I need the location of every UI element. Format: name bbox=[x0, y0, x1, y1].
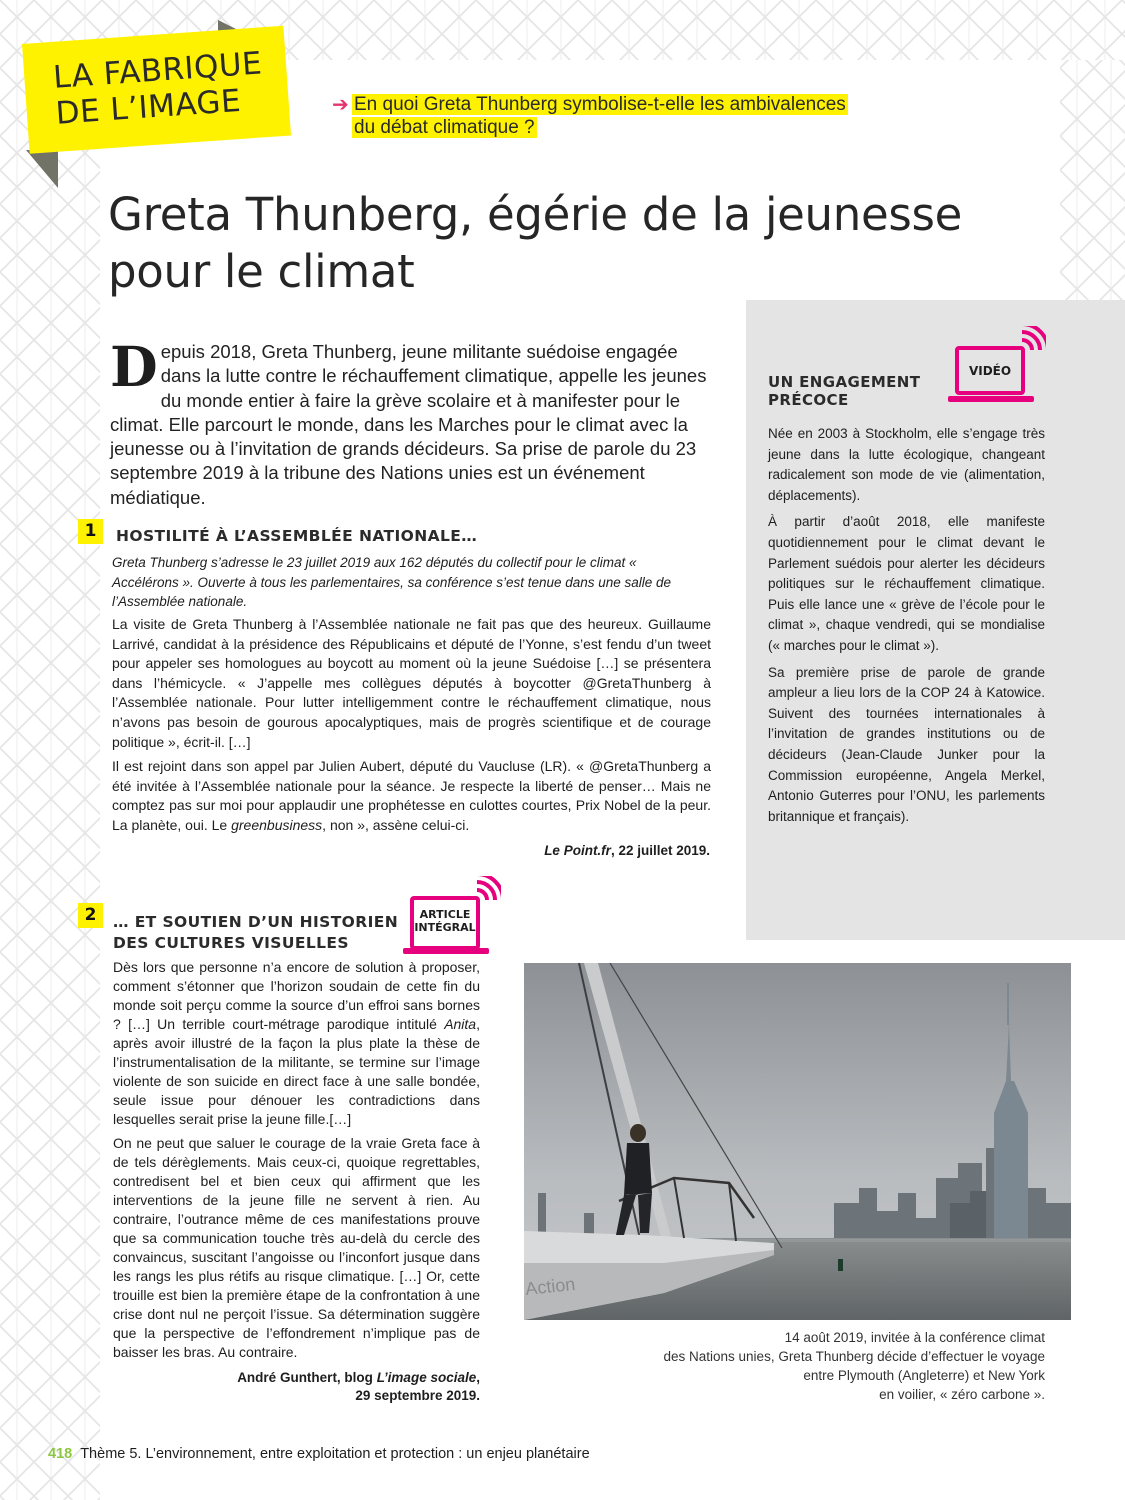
doc1-paragraph bbox=[112, 757, 711, 835]
sidebar-paragraph: Sa première prise de parole de grande ampleur a lieu lors de la COP 24 à Katowice. Suivent des tournées internationales à l’invitation de grandes institutions ou de décideurs (Jean-Claude Junker pour la Commission européenne, Angela Merkel, Antonio Guterres pour l’ONU, les parlements britannique et français). bbox=[768, 664, 1045, 824]
doc1-source-date: , 22 juillet 2019. bbox=[610, 843, 710, 858]
video-label: VIDÉO bbox=[968, 364, 1012, 378]
doc1-source bbox=[300, 843, 710, 858]
sidebar-heading bbox=[768, 373, 948, 409]
sidebar-heading-line-2: PRÉCOCE bbox=[768, 391, 849, 409]
doc2-p1-italic: Anita bbox=[444, 1016, 477, 1032]
doc2-source-comma: , bbox=[476, 1370, 480, 1385]
boat-hull-text: Action bbox=[524, 1273, 577, 1299]
doc2-heading bbox=[113, 912, 403, 954]
guiding-question bbox=[352, 93, 912, 139]
page-title bbox=[108, 186, 968, 300]
photo-caption bbox=[560, 1328, 1045, 1404]
doc2-body bbox=[113, 958, 480, 1367]
badge-line-2: INTÉGRAL bbox=[414, 921, 476, 934]
photo-greta-sailboat bbox=[524, 963, 1071, 1320]
badge-line-1: ARTICLE bbox=[419, 908, 471, 921]
title-line-2: pour le climat bbox=[108, 245, 415, 298]
caption-line-4: en voilier, « zéro carbone ». bbox=[879, 1387, 1045, 1402]
banner-line-1: LA FABRIQUE bbox=[52, 45, 264, 96]
article-integral-button[interactable] bbox=[401, 876, 501, 956]
sidebar-paragraph: À partir d’août 2018, elle manifeste quotidiennement pour le climat devant le Parlement suédois pour alerter les décideurs politiques sur le réchauffement climatique. Puis elle lance une « grève de l’école pour le climat », chaque vendredi, qui se mondialise (« marches pour le climat »). bbox=[768, 514, 1045, 653]
doc1-number-badge: 1 bbox=[78, 519, 103, 544]
drop-cap: D bbox=[110, 334, 158, 399]
doc2-source-author: André Gunthert, blog bbox=[237, 1370, 377, 1385]
doc1-p2-text: Il est rejoint dans son appel par Julien Aubert, député du Vaucluse (LR). « @GretaThunberg a été invitée à l’Assemblée nationale pour la séance. Je respecte la liberté de penser… Mais ne comptez pas sur moi pour applaudir une prophétesse en culottes courtes, Prix Nobel de la peur. La planète, oui. Le bbox=[112, 758, 711, 833]
doc1-p2-end: , non », assène celui-ci. bbox=[322, 816, 470, 833]
doc2-p1-text: Dès lors que personne n’a encore de solution à proposer, comment s’étonner que l’horizon soudain de cette fin du monde soit perçu comme la source d’un effroi sans bornes ? […] Un terrible court-métrage parodique intitulé bbox=[113, 959, 480, 1032]
doc2-paragraph: On ne peut que saluer le courage de la vraie Greta face à de tels dérèglements. Mais ceux-ci, quoique regrettables, contredisent bel et bien ceux qui affirment que les interventions de la jeune fille ne servent à rien. Au contraire, l’outrance même de ces manifestations prouve que sa communication touche très au-delà du cercle des convaincus, suscitant l’angoisse ou l’inconfort jusque dans les rangs les plus rétifs au risque climatique. […] Or, cette trouille est bien la première étape de la confrontation à une crise dont nul ne perçoit l’issue. Sa détermination suggère que la perspective de l’effondrement n’implique pas de baisser les bras. Au contraire. bbox=[113, 1135, 480, 1360]
footer-theme-title: Thème 5. L’environnement, entre exploitation et protection : un enjeu planétaire bbox=[80, 1446, 590, 1462]
doc2-number-badge: 2 bbox=[78, 903, 103, 928]
article-integral-label bbox=[414, 908, 476, 934]
banner-line-2: DE L’IMAGE bbox=[54, 82, 243, 132]
intro-paragraph bbox=[110, 334, 710, 510]
doc1-heading: HOSTILITÉ À L’ASSEMBLÉE NATIONALE… bbox=[116, 527, 478, 545]
doc1-source-title: Le Point.fr bbox=[544, 843, 611, 858]
doc1-lede: Greta Thunberg s’adresse le 23 juillet 2019 aux 162 députés du collectif pour le climat « Accélérons ». Ouverte à tous les parlementaires, sa conférence s’est tenue dans une salle de l’Assemblée nationale. bbox=[112, 555, 672, 609]
doc2-heading-line-1: … ET SOUTIEN D’UN HISTORIEN bbox=[113, 913, 399, 931]
video-button[interactable] bbox=[946, 326, 1046, 406]
arrow-right-icon: ➔ bbox=[332, 94, 349, 116]
left-margin-pattern bbox=[0, 0, 100, 1500]
doc1-p2-italic: greenbusiness bbox=[231, 816, 323, 833]
sidebar-text bbox=[768, 424, 1045, 833]
doc2-source-blog: L’image sociale bbox=[376, 1370, 477, 1385]
title-line-1: Greta Thunberg, égérie de la jeunesse bbox=[108, 188, 963, 241]
sidebar-heading-line-1: UN ENGAGEMENT bbox=[768, 373, 921, 391]
doc2-source bbox=[180, 1369, 480, 1405]
intro-text: epuis 2018, Greta Thunberg, jeune militante suédoise engagée dans la lutte contre le réchauffement climatique, appelle les jeunes du monde entier à faire la grève scolaire et à manifester pour le climat. Elle parcourt le monde, dans les Marches pour le climat avec la jeunesse ou à l’invitation de grands décideurs. Sa prise de parole du 23 septembre 2019 à la tribune des Nations unies est un événement médiatique. bbox=[110, 341, 707, 508]
doc2-heading-line-2: DES CULTURES VISUELLES bbox=[113, 934, 349, 952]
page-number: 418 bbox=[48, 1446, 73, 1462]
caption-line-2: des Nations unies, Greta Thunberg décide d’effectuer le voyage bbox=[663, 1349, 1045, 1364]
banner-title bbox=[52, 45, 276, 132]
doc2-source-date: 29 septembre 2019. bbox=[355, 1388, 480, 1403]
doc1-paragraph: La visite de Greta Thunberg à l’Assemblée nationale ne fait pas que des heureux. Guillaume Larrivé, candidat à la présidence des Républicains et député de l’Yonne, s’est fendu d’un tweet pour appeler ses homologues au boycott au moment où la jeune Suédoise […] se présentera dans l’hémicycle. « J’appelle mes collègues députés à boycotter @GretaThunberg à l’Assemblée nationale. Pour lutter intelligemment contre le réchauffement climatique, nous n’avons pas besoin de gourous apocalyptiques, mais de progrès scientifique et de courage politique », écrit-il. […] bbox=[112, 616, 711, 750]
question-line-1: En quoi Greta Thunberg symbolise-t-elle les ambivalences bbox=[354, 94, 846, 115]
doc2-paragraph bbox=[113, 958, 480, 1129]
page-footer bbox=[48, 1446, 948, 1462]
question-line-2: du débat climatique ? bbox=[354, 117, 535, 138]
doc1-body bbox=[112, 615, 711, 841]
caption-line-3: entre Plymouth (Angleterre) et New York bbox=[803, 1368, 1045, 1383]
doc2-p1-end: , après avoir illustré de la façon la plus plate la thèse de l’instrumentalisation de la militante, se termine sur l’image violente de son suicide en direct face à une salle bondée, seule issue pour dénouer les contradictions dans lesquelles serait prise la jeune fille.[…] bbox=[113, 1016, 480, 1127]
caption-line-1: 14 août 2019, invitée à la conférence climat bbox=[784, 1330, 1045, 1345]
sailboat-new-york-image bbox=[524, 963, 1071, 1320]
sidebar-paragraph: Née en 2003 à Stockholm, elle s’engage très jeune dans la lutte écologique, changeant radicalement son mode de vie (alimentation, déplacements). bbox=[768, 426, 1045, 503]
